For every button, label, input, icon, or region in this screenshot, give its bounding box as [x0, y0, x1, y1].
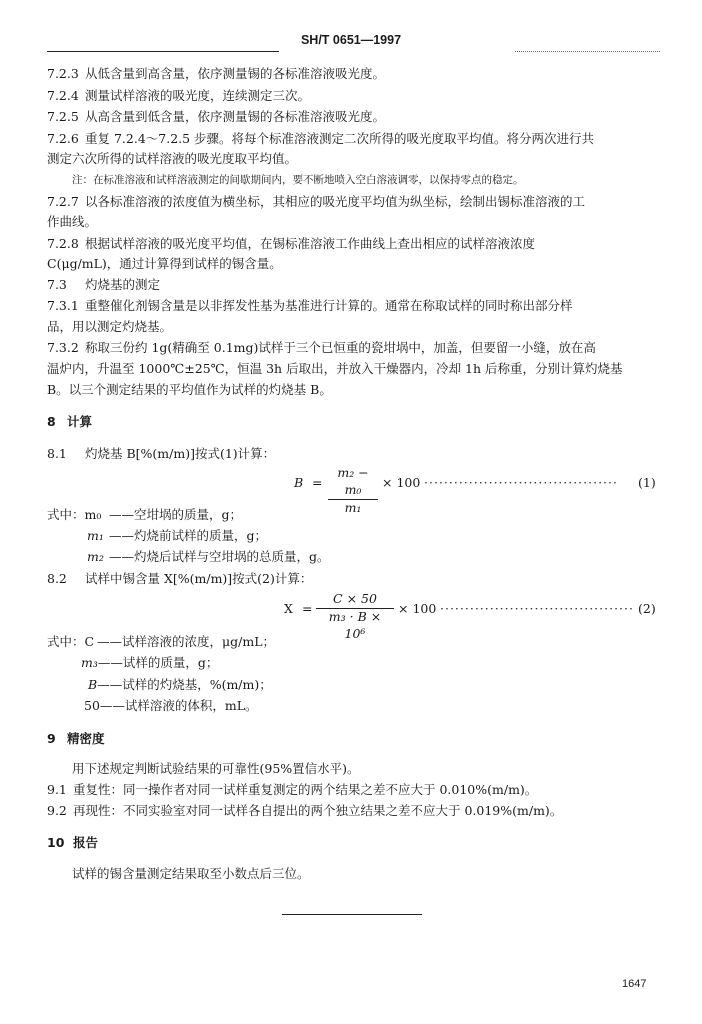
where1-item — [47, 507, 242, 524]
clause-text: 从高含量到低含量，依序测量锡的各标准溶液吸光度。 — [85, 109, 386, 124]
clause-9-1 — [47, 782, 537, 799]
precision-intro: 用下述规定判断试验结果的可靠性(95%置信水平)。 — [72, 761, 360, 776]
eq1-fraction — [328, 465, 378, 517]
clause-number: 7.2.4 — [47, 88, 79, 103]
clause-text: 称取三份约 1g(精确至 0.1mg)试样于三个已恒重的瓷坩埚中，加盖，但要留一小缝，放在高 — [85, 340, 596, 355]
eq2-number: (2) — [638, 601, 656, 616]
clause-number: 9.2 — [47, 803, 67, 818]
clause-7-3-1 — [47, 298, 573, 315]
clause-text: 试样中锡含量 X[%(m/m)]按式(2)计算： — [85, 571, 313, 586]
report-text: 试样的锡含量测定结果取至小数点后三位。 — [72, 866, 310, 881]
section-title: 计算 — [67, 414, 93, 429]
where-def: ——试样的质量，g； — [97, 655, 219, 670]
eq1-lhs: B — [294, 475, 304, 490]
where-symbol: m₂ — [87, 549, 104, 564]
clause-text: 灼烧基的测定 — [85, 277, 161, 292]
clause-text: 从低含量到高含量，依序测量锡的各标准溶液吸光度。 — [85, 66, 386, 81]
standard-code-header: SH/T 0651—1997 — [300, 33, 402, 47]
clause-9-2 — [47, 803, 562, 820]
where1-item — [87, 528, 267, 545]
clause-7-2-8 — [47, 236, 535, 253]
eq1-times: × 100 — [382, 475, 421, 490]
eq2-denominator: m₃ · B × 10⁶ — [328, 608, 382, 641]
where-symbol: m₃ — [81, 655, 98, 670]
clause-number: 7.2.6 — [47, 131, 79, 146]
eq1-numerator: m₂ − m₀ — [328, 465, 378, 500]
eq2-fraction — [316, 591, 394, 643]
where-def: ——试样溶液的体积，mL。 — [99, 698, 258, 713]
section-8-heading — [47, 414, 92, 431]
where-symbol: 50 — [84, 698, 100, 713]
eq2-lhs: X — [284, 601, 293, 616]
clause-number: 8.1 — [47, 446, 67, 461]
eq1-leader: ······································· — [424, 475, 618, 490]
where2-item — [88, 677, 272, 694]
clause-text: 灼烧基 B[%(m/m)]按式(1)计算： — [85, 446, 276, 461]
where-def: ——试样的灼烧基，%(m/m)； — [97, 677, 272, 692]
clause-7-2-7-cont: 作曲线。 — [47, 214, 98, 229]
where-symbol: 式中：C — [47, 634, 95, 649]
clause-number: 7.2.7 — [47, 194, 79, 209]
eq1-equals: = — [312, 475, 323, 490]
clause-7-2-4 — [47, 88, 310, 105]
clause-7-3-2-cont2: B。以三个测定结果的平均值作为试样的灼烧基 B。 — [47, 382, 332, 397]
clause-text: 重复 7.2.4～7.2.5 步骤。将每个标准溶液测定二次所得的吸光度取平均值。将分两次进行共 — [85, 131, 595, 146]
eq2-leader: ······································· — [440, 601, 634, 616]
clause-text: 以各标准溶液的浓度值为横坐标，其相应的吸光度平均值为纵坐标，绘制出锡标准溶液的工 — [85, 194, 586, 209]
where2-item — [84, 698, 258, 715]
clause-text: 再现性：不同实验室对同一试样各自提出的两个独立结果之差不应大于 0.019%(m/m)。 — [73, 803, 563, 818]
eq1-denominator: m₁ — [344, 499, 362, 515]
where-symbol: m₁ — [87, 528, 104, 543]
eq2-equals: = — [302, 601, 313, 616]
eq2-numerator: C × 50 — [316, 591, 394, 609]
where-def: ——试样溶液的浓度，μg/mL； — [97, 634, 275, 649]
clause-7-2-3 — [47, 66, 385, 83]
eq2-times: × 100 — [398, 601, 437, 616]
clause-text: 重复性：同一操作者对同一试样重复测定的两个结果之差不应大于 0.010%(m/m)。 — [73, 782, 538, 797]
header-rule-right — [515, 51, 660, 52]
section-title: 精密度 — [67, 731, 105, 746]
section-9-heading — [47, 731, 105, 748]
clause-7-2-6-cont: 测定六次所得的试样溶液的吸光度取平均值。 — [47, 151, 298, 166]
eq1-number: (1) — [638, 475, 656, 490]
section-title: 报告 — [73, 835, 99, 850]
clause-number: 7.3.2 — [47, 340, 79, 355]
clause-7-3-title — [47, 277, 160, 294]
section-number: 10 — [47, 835, 65, 850]
clause-number: 7.3.1 — [47, 298, 79, 313]
clause-7-2-6 — [47, 131, 594, 148]
clause-text: 测量试样溶液的吸光度，连续测定三次。 — [85, 88, 311, 103]
clause-7-2-5 — [47, 109, 385, 126]
page-number: 1647 — [622, 978, 647, 990]
clause-number: 7.3 — [47, 277, 67, 292]
clause-number: 9.1 — [47, 782, 67, 797]
where2-item — [47, 634, 275, 651]
clause-text: 根据试样溶液的吸光度平均值，在锡标准溶液工作曲线上查出相应的试样溶液浓度 — [85, 236, 536, 251]
where-def: ——空坩埚的质量，g； — [109, 507, 243, 522]
where-def: ——灼烧后试样与空坩埚的总质量，g。 — [109, 549, 330, 564]
clause-number: 8.2 — [47, 571, 67, 586]
clause-7-2-7 — [47, 194, 585, 211]
where-def: ——灼烧前试样的质量，g； — [109, 528, 268, 543]
clause-7-3-1-cont: 品，用以测定灼烧基。 — [47, 319, 173, 334]
note: 注：在标准溶液和试样溶液测定的间歇期间内，要不断地喷入空白溶液调零，以保持零点的稳定。 — [72, 174, 524, 186]
clause-number: 7.2.3 — [47, 66, 79, 81]
clause-8-1 — [47, 446, 275, 463]
clause-8-2 — [47, 571, 312, 588]
end-rule — [282, 914, 422, 915]
section-number: 9 — [47, 731, 56, 746]
where-symbol: 式中：m₀ — [47, 507, 102, 522]
clause-7-3-2 — [47, 340, 596, 357]
clause-7-3-2-cont1: 温炉内，升温至 1000℃±25℃，恒温 3h 后取出，并放入干燥器内，冷却 1h 后称重，分别计算灼烧基 — [47, 361, 623, 376]
header-rule-left — [47, 51, 279, 52]
where1-item — [87, 549, 330, 566]
section-10-heading — [47, 835, 98, 852]
clause-7-2-8-cont: C(μg/mL)，通过计算得到试样的锡含量。 — [47, 256, 282, 271]
where-symbol: B — [88, 677, 98, 692]
clause-text: 重整催化剂锡含量是以非挥发性基为基准进行计算的。通常在称取试样的同时称出部分样 — [85, 298, 573, 313]
section-number: 8 — [47, 414, 56, 429]
where2-item — [81, 655, 218, 672]
clause-number: 7.2.5 — [47, 109, 79, 124]
clause-number: 7.2.8 — [47, 236, 79, 251]
